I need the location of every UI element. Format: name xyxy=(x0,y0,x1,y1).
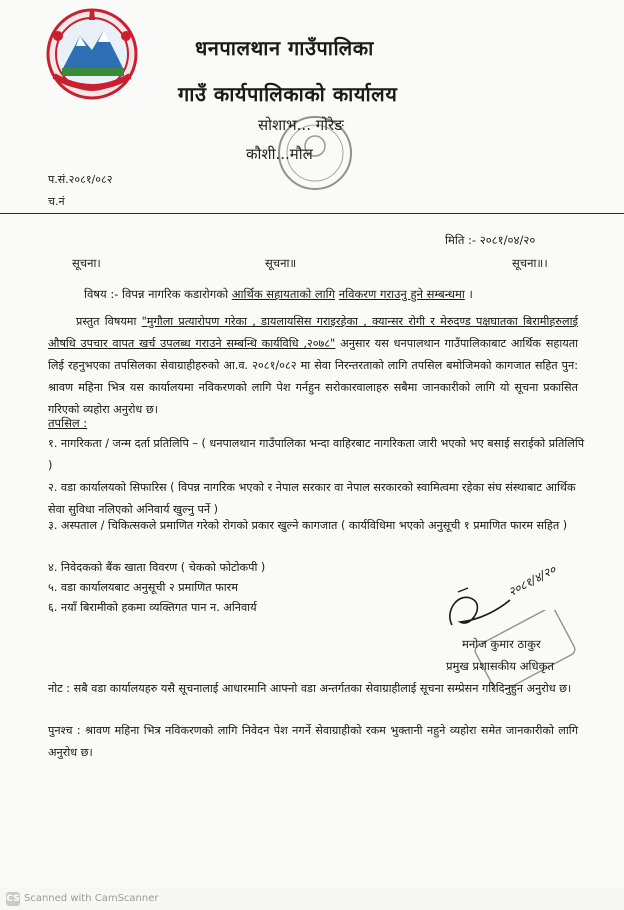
body-main-text: अनुसार यस धनपालथान गाउँपालिकाबाट आर्थिक सहायता लिई रहनुभएका तपसिलका सेवाग्राहीहरुको आ.व. २०८१/०८२ मा सेवा निरन्तरताको लागि तपसिल बमोजिमको कागजात सहित पुन: श्रावण महिना भित्र यस कार्यालयमा नविकरणको लागि पेश गर्नहुन सरोकारवालाहरु सबैमा जानकारीको लागि यो सूचना प्रकासित गरिएको व्यहोरा अनुरोध छ। xyxy=(48,337,578,416)
date: मिति :- २०८१/०४/२० xyxy=(445,233,536,247)
list-item: ६. नयाँ बिरामीको हकमा व्यक्तिगत पान न. अनिवार्य xyxy=(48,601,257,614)
camscanner-logo-icon: CS xyxy=(6,894,20,904)
list-item: ५. वडा कार्यालयबाट अनुसूची २ प्रमाणित फारम xyxy=(48,581,238,594)
signatory-name: मनोज कुमार ठाकुर xyxy=(462,637,541,651)
body-intro: प्रस्तुत विषयमा xyxy=(76,315,137,328)
signatory-designation: प्रमुख प्रशासकीय अधिकृत xyxy=(446,659,554,673)
stamp-line-2: कौशी...मौल xyxy=(246,145,313,163)
notice-label-1: सूचना। xyxy=(72,256,101,270)
list-item: १. नागरिकता / जन्म दर्ता प्रतिलिपि – ( धनपालथान गाउँपालिका भन्दा वाहिरबाट नागरिकता जारी भएको भए बसाई सराईको प्रतिलिपि ) xyxy=(48,437,585,472)
subject-underlined-2: नविकरण गराउनु हुने सम्बन्धमा xyxy=(338,287,465,301)
dispatch-number: च.नं xyxy=(48,195,65,208)
list-item: २. वडा कार्यालयको सिफारिस ( विपन्न नागरिक भएको र नेपाल सरकार वा नेपाल सरकारको स्वामित्वमा रहेका संघ संस्थाबाट आर्थिक सेवा सुविधा नलिएको अनिवार्य खुल्नु पर्ने ) xyxy=(48,481,576,516)
subject-underlined-1: आर्थिक सहायताको लागि xyxy=(231,287,336,301)
tapsil-label: तपसिल : xyxy=(48,416,88,430)
notice-label-2: सूचना॥ xyxy=(265,256,297,270)
organization-name: धनपालथान गाउँपालिका xyxy=(195,36,374,60)
header-divider xyxy=(0,213,624,214)
office-name: गाउँ कार्यपालिकाको कार्यालय xyxy=(178,82,398,106)
government-emblem-icon xyxy=(40,6,145,102)
note-text: नोट : सबै वडा कार्यालयहरु यसै सूचनालाई आधारमानि आफ्नो वडा अन्तर्गतका सेवाग्राहीलाई सूचना सम्प्रेसन गरिदिनुहुन अनुरोध छ। xyxy=(48,682,572,695)
subject-prefix: विषय :- विपन्न नागरिक कडारोगको xyxy=(84,287,229,301)
body-procedure-title: "मुगौला प्रत्यारोपण गरेका , डायलायसिस गराइरहेका , क्यान्सर रोगी र मेरुदण्ड पक्षघातका बिरामीहरुलाई औषधि उपचार वापत खर्च उपलब्ध गराउने सम्बन्धि कार्यविधि ,२०७८" xyxy=(48,315,578,350)
stamp-line-1: सोशाभ... गोरेङ xyxy=(258,116,344,134)
list-item: ३. अस्पताल / चिकित्सकले प्रमाणित गरेको रोगको प्रकार खुल्ने कागजात ( कार्यविधिमा भएको अनुसूची १ प्रमाणित फारम सहित ) xyxy=(48,519,568,532)
postscript-text: पुनश्च : श्रावण महिना भित्र नविकरणको लागि निवेदन पेश नगर्ने सेवाग्राहीको रकम भुक्तानी नहुने व्यहोरा समेत जानकारीको लागि अनुरोध छ। xyxy=(48,724,578,759)
list-item: ४. निवेदकको बैंक खाता विवरण ( चेकको फोटोकपी ) xyxy=(48,561,266,574)
notice-label-3: सूचना॥। xyxy=(512,256,548,270)
subject-line xyxy=(84,283,473,305)
body-paragraph xyxy=(48,311,578,421)
reference-number: प.सं.२०८१/०८२ xyxy=(48,173,113,186)
subject-suffix: । xyxy=(468,287,473,301)
scanner-watermark-text: Scanned with CamScanner xyxy=(24,893,159,904)
signature-date: २०८१/४/२० xyxy=(505,562,559,600)
